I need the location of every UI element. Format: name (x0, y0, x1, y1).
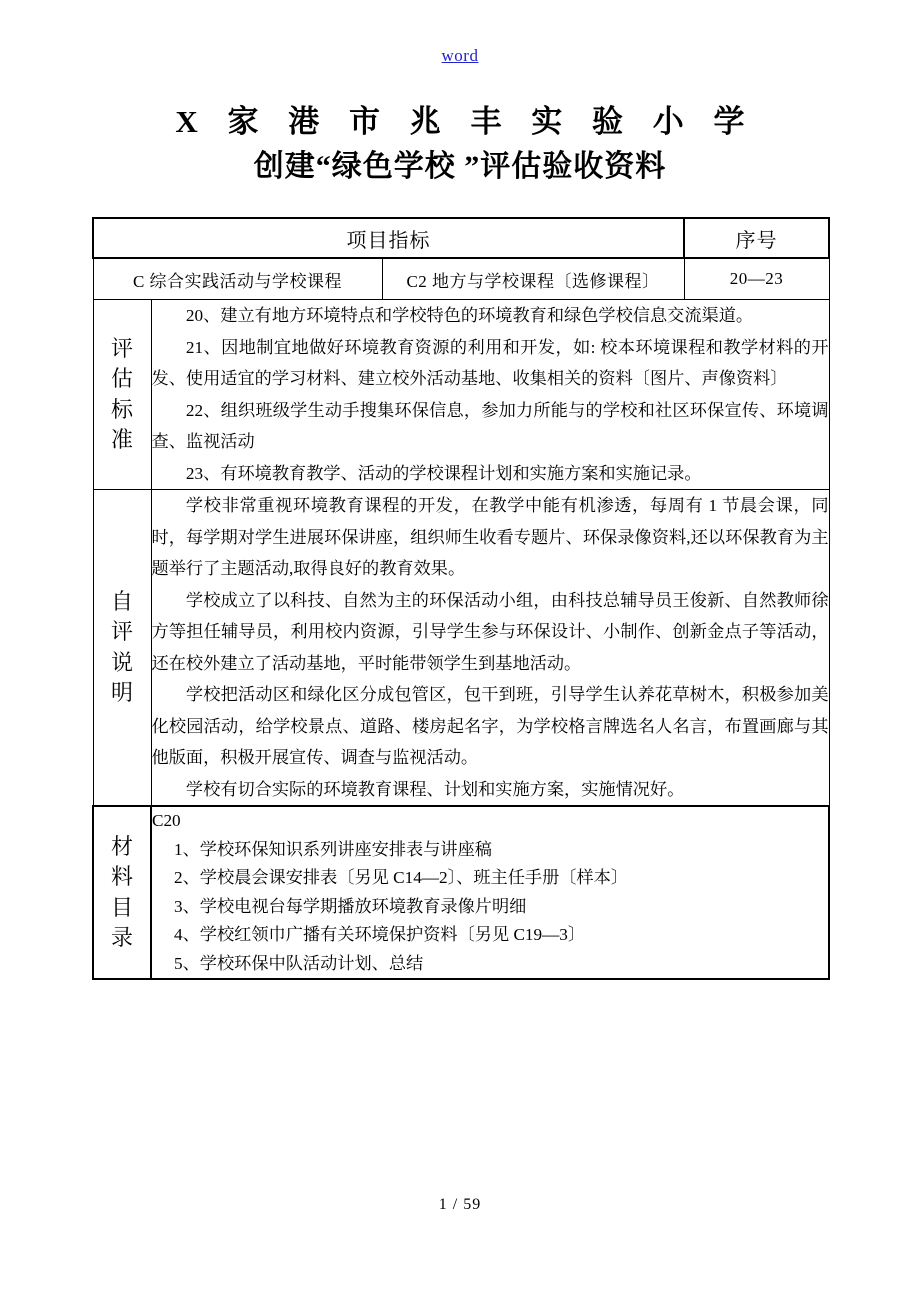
self-eval-paragraph: 学校非常重视环境教育课程的开发，在教学中能有机渗透，每周有 1 节晨会课，同时，每学期对学生进展环保讲座，组织师生收看专题片、环保录像资料,还以环保教育为主题举行了主题活动,取得良好的教育效果。 (151, 496, 829, 578)
self-eval-label-char: 说 (110, 649, 133, 675)
materials-label-char: 材 (110, 833, 133, 859)
header-serial-label: 序号 (684, 218, 829, 258)
self-eval-paragraph: 学校成立了以科技、自然为主的环保活动小组，由科技总辅导员王俊新、自然教师徐方等担任辅导员，利用校内资源，引导学生参与环保设计、小制作、创新金点子等活动，还在校外建立了活动基地，平时能带领学生到基地活动。 (151, 590, 829, 673)
materials-code: C20 (152, 811, 181, 830)
page-title (0, 100, 920, 190)
category-cell: C 综合实践活动与学校课程 (93, 258, 382, 300)
list-item: 2、学校晨会课安排表〔另见 C14—2〕、班主任手册〔样本〕 (174, 868, 629, 887)
criteria-row-label (93, 300, 151, 490)
criteria-label-char: 标 (110, 396, 133, 422)
self-eval-content (151, 490, 829, 807)
criteria-label-char: 估 (110, 366, 133, 392)
list-item: 4、学校红领巾广播有关环境保护资料〔另见 C19—3〕 (174, 925, 586, 944)
self-eval-label-char: 自 (110, 588, 133, 614)
title-line-2: 创建“绿色学校 ”评估验收资料 (253, 150, 667, 183)
word-link[interactable]: word (441, 46, 479, 65)
materials-label-char: 料 (110, 864, 133, 890)
subcategory-cell: C2 地方与学校课程〔选修课程〕 (382, 258, 684, 300)
header-indicator-label: 项目指标 (93, 218, 684, 258)
title-line-1: X 家 港 市 兆 丰 实 验 小 学 (175, 104, 756, 139)
materials-label-char: 录 (110, 924, 133, 950)
criteria-item: 21、因地制宜地做好环境教育资源的利用和开发，如: 校本环境课程和教学材料的开发、使用适宜的学习材料、建立校外活动基地、收集相关的资料〔图片、声像资料〕 (151, 337, 829, 388)
table-materials-row (93, 806, 829, 979)
self-eval-row-label (93, 490, 151, 807)
assessment-table-wrapper (92, 217, 828, 980)
materials-label-char: 目 (110, 894, 133, 920)
table-category-row (93, 258, 829, 300)
list-item: 5、学校环保中队活动计划、总结 (174, 953, 424, 973)
materials-row-label (93, 806, 151, 979)
materials-content (151, 806, 829, 979)
self-eval-label-char: 明 (110, 679, 133, 705)
materials-list (152, 836, 828, 979)
self-eval-paragraph: 学校有切合实际的环境教育课程、计划和实施方案，实施情况好。 (185, 779, 685, 799)
list-item: 1、学校环保知识系列讲座安排表与讲座稿 (174, 839, 492, 859)
table-header-row (93, 218, 829, 258)
self-eval-label-char: 评 (110, 619, 133, 645)
criteria-item: 23、有环境教育教学、活动的学校课程计划和实施方案和实施记录。 (185, 463, 702, 483)
table-criteria-row (93, 300, 829, 490)
criteria-item: 22、组织班级学生动手搜集环保信息，参加力所能与的学校和社区环保宣传、环境调查、监视活动 (151, 400, 829, 451)
criteria-content (151, 300, 829, 490)
list-item: 3、学校电视台每学期播放环境教育录像片明细 (174, 896, 527, 916)
criteria-item: 20、建立有地方环境特点和学校特色的环境教育和绿色学校信息交流渠道。 (185, 306, 754, 325)
assessment-table (92, 217, 830, 980)
criteria-label-char: 评 (110, 335, 133, 361)
page-footer: 1 / 59 (438, 1196, 482, 1213)
criteria-label-char: 准 (110, 426, 133, 452)
serial-range-cell: 20—23 (684, 258, 829, 300)
table-self-eval-row (93, 490, 829, 807)
self-eval-paragraph: 学校把活动区和绿化区分成包管区，包干到班，引导学生认养花草树木，积极参加美化校园活动，给学校景点、道路、楼房起名字，为学校格言牌选名人名言，布置画廊与其他版面，积极开展宣传、调查与监视活动。 (151, 685, 829, 767)
